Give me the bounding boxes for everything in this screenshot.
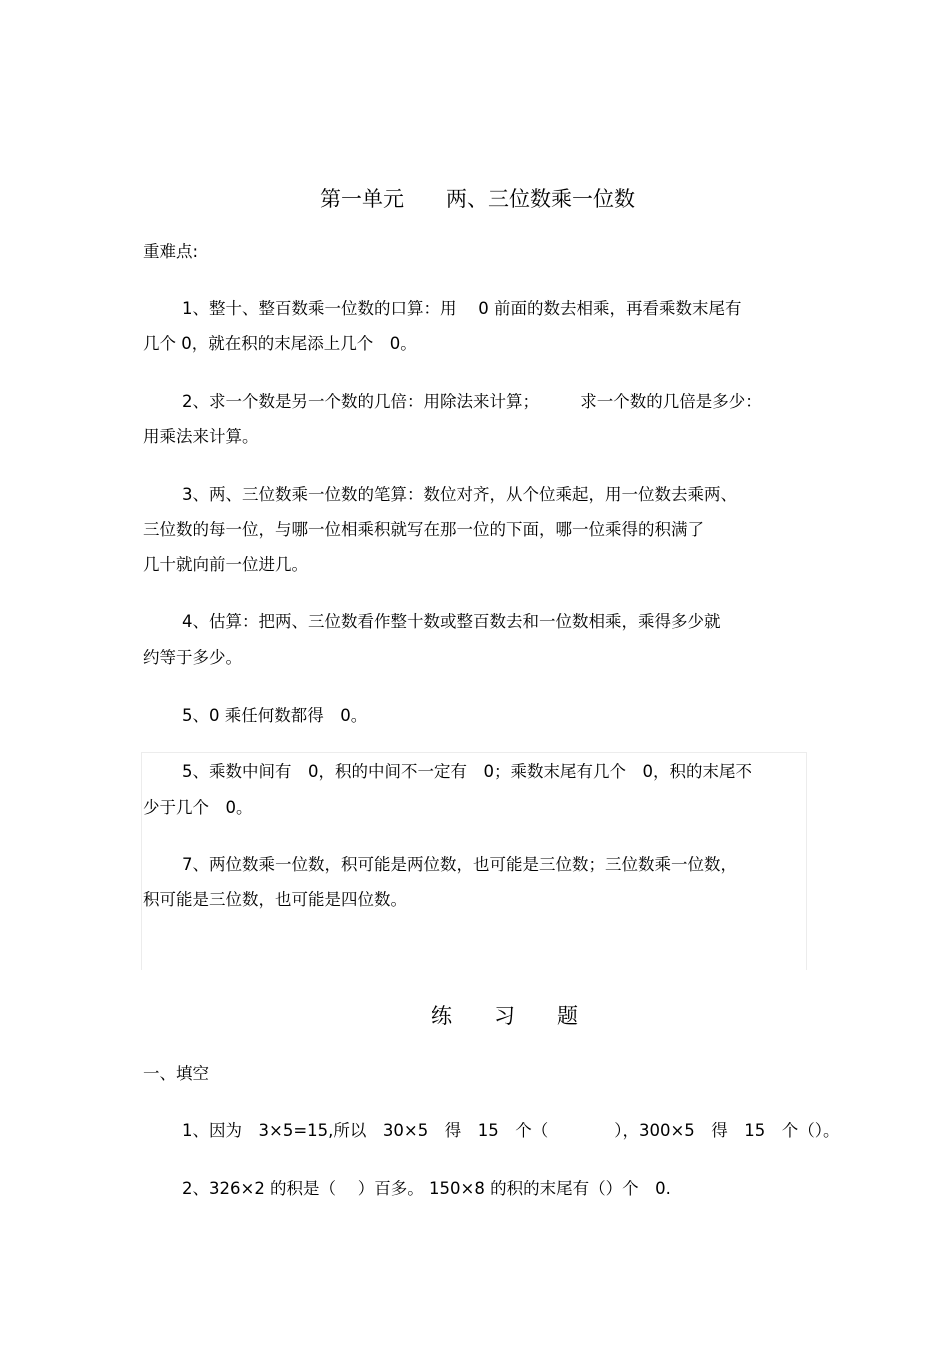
point-1-line-1: 1、整十、整百数乘一位数的口算：用 0 前面的数去相乘，再看乘数末尾有 [182,299,742,318]
question-1: 1、因为 3×5=15,所以 30×5 得 15 个（ ），300×5 得 15 个（）。 [182,1121,840,1140]
point-1-line-2: 几个 0，就在积的末尾添上几个 0。 [143,334,417,353]
point-3-line-3: 几十就向前一位进几。 [143,555,308,574]
section-1-label: 一、填空 [143,1064,209,1083]
point-3-line-2: 三位数的每一位，与哪一位相乘积就写在那一位的下面，哪一位乘得的积满了 [143,520,704,539]
point-6-line-1: 5、乘数中间有 0，积的中间不一定有 0；乘数末尾有几个 0，积的末尾不 [182,762,752,781]
question-2: 2、326×2 的积是（ ）百多。 150×8 的积的末尾有（）个 0. [182,1179,671,1198]
point-2-line-1: 2、求一个数是另一个数的几倍：用除法来计算； 求一个数的几倍是多少： [182,392,762,411]
point-6-line-2: 少于几个 0。 [143,798,253,817]
point-7-line-1: 7、两位数乘一位数，积可能是两位数，也可能是三位数；三位数乘一位数， [182,855,737,874]
point-7-line-2: 积可能是三位数，也可能是四位数。 [143,890,407,909]
exercise-title: 练 习 题 [431,1004,578,1028]
page-title: 第一单元 两、三位数乘一位数 [320,187,635,211]
point-3-line-1: 3、两、三位数乘一位数的笔算：数位对齐，从个位乘起，用一位数去乘两、 [182,485,737,504]
point-4-line-1: 4、估算：把两、三位数看作整十数或整百数去和一位数相乘，乘得多少就 [182,612,721,631]
key-points-label: 重难点: [143,242,199,261]
point-5-line-1: 5、0 乘任何数都得 0。 [182,706,368,725]
point-2-line-2: 用乘法来计算。 [143,427,259,446]
point-4-line-2: 约等于多少。 [143,648,242,667]
